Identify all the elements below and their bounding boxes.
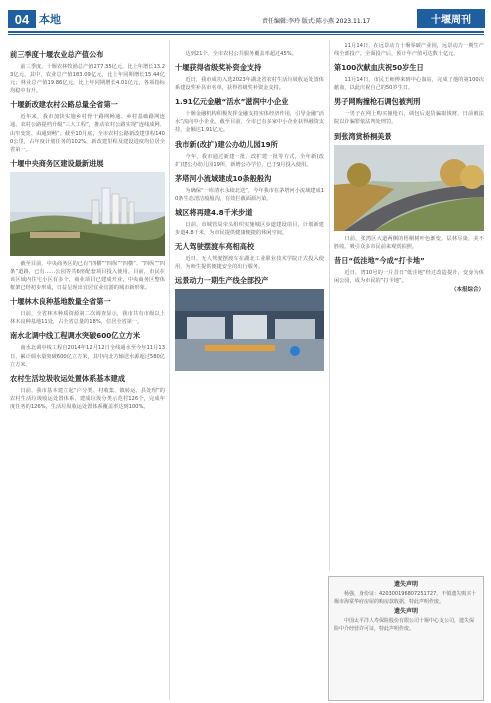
article-body: 达到21个。全市农村公共服务覆盖率超过45%。 (185, 51, 297, 57)
notice-title: 遗失声明 (393, 581, 418, 588)
article-title: 远景动力一期生产线全部投产 (175, 276, 269, 286)
column-1 (10, 50, 165, 700)
article-title: 十堰获得省级奖补资金支持 (175, 63, 262, 73)
article-body: 截至目前，中央商务区的已有“四横”“四纵”“四横”、“四纵”“四条”道路，已有……公园等共6座配套项目投入使用。目前，市民在该区域内住宅小区有多个，商业项目已建成开业，中央商务区整体框架已经初步形成，日益呈现出宜居宜业宜游的城市新形象。 (10, 260, 165, 292)
page-number: 04 (8, 10, 36, 28)
notice-title: 遗失声明 (393, 608, 418, 616)
notice-body: 杨强，身份证：420300196807251727，不慎遗失购买十堰市海棠华府房屋的购房款收据，特此声明作废。 (334, 591, 477, 605)
article-body: 近年来，我市加快实施乡村骨干路网畅通、乡村基础路网连通、农村公路提档升级“三大工程”，推动农村公路实现“连线成网、由窄变宽、由通到畅”。截至10月底，全市农村公路新改建里程1400公里，占年度计划任务的102%，新改建里程及建设进度均位居全省第一。 (10, 114, 165, 153)
article-title: 1.91亿元金融“活水”滋润中小企业 (175, 97, 289, 107)
section-name: 本地 (39, 14, 61, 26)
cbd-photo (10, 172, 165, 256)
editor-info: 责任编辑:李玲 版式:陈小燕 2023.11.17 (262, 18, 371, 25)
article-title: 第100次献血庆祝50岁生日 (334, 63, 424, 73)
article-title: 前三季度十堰农业总产值公布 (10, 50, 104, 59)
article-body: 日前，全省林木种质资源第二次调查显示，我市共有市级以上林木良种基地11处，占全省总量的18%，位居全省第一。 (10, 311, 165, 326)
article-title: 我市新(改扩)建公办幼儿园19所 (175, 139, 278, 149)
cbd-skyline-image (10, 172, 165, 256)
production-line-photo (175, 289, 324, 371)
article-body: 南水北调中线工程自2014年12月12日全线通水至今年11月13日，累计调水量突破600亿立方米，其中向北方输送水源超过580亿立方米。 (10, 345, 165, 368)
article-body: 为确保“一库清水永续北送”，今年我市在茅塔河小流域建成10条生态清洁般般沟，有效拦截面源污染。 (175, 187, 324, 202)
article-body: 日前，我市基本建立起“户分类、村收集、镇转运、县处理”的农村生活垃圾收运处置体系，建成垃圾分类示范村126个，完成年度任务的126%，生活垃圾收运处置体系覆盖率达到100%。 (10, 387, 165, 410)
article-body: 日前，张湾区大道两侧的梧桐树叶色渐变，层林尽染，美不胜收，吸引众多市民前来观赏拍照。 (334, 235, 484, 250)
article-title: 十堰林木良种基地数量全省第一 (10, 297, 111, 307)
article-title: 茅塔河小流域建成10条般般沟 (175, 173, 272, 183)
article-body: 前三季度，十堰农林牧渔总产值277.35亿元，比上年增长13.23亿元，其中，农业总产值183.09亿元，比上年同期增长15.44亿元；林业总产值19.86亿元，比上年同期增长4.01亿元，各项指标均稳中有升。 (10, 64, 165, 95)
article-body: 近日，无人驾驶摆渡车在湖北工业职业技术学院正式投入使用，为师生提供便捷安全的出行服务。 (175, 256, 324, 271)
article-body: 一男子在网上购买撞枪石，调包后退货骗取钱财，日前被法院以诈骗罪依法判处刑罚。 (334, 111, 484, 126)
page-header (0, 0, 491, 36)
header-rule (8, 31, 484, 33)
column-divider (169, 40, 170, 700)
source-note: （本报综合） (450, 286, 484, 293)
article-body: 11月14日，在远景动力十堰零碳产业园，远景动力一期生产线全部投产。全面投产后，预计年产值可达数十亿元。 (334, 43, 484, 58)
article-body: 近日，湾10号的一片昔日“低洼地”经过改造提升，变身为休闲公园，成为市民的“打卡地”。 (334, 269, 484, 284)
brand-logo: 十堰周刊 (417, 9, 485, 28)
article-title: 到张湾赏桥桐美景 (334, 131, 392, 141)
article-body: 11月14日，市民王师傅来到中心血站，完成了他的第100次献血，以此庆祝自己的50岁生日。 (334, 77, 484, 92)
article-title: 昔日“低洼地”今成“打卡地” (334, 255, 425, 265)
column-3 (334, 42, 484, 572)
article-title: 南水北调中线工程调水突破600亿立方米 (10, 331, 141, 341)
article-body: 今年，我市通过新建一批、改扩建一批等方式，全年新(改扩)建公办幼儿园19所，新增公办学位，已于9月投入使用。 (175, 153, 324, 168)
article-title: 十堰中央商务区建设最新进展 (10, 158, 104, 168)
article-title: 无人驾驶摆渡车亮相高校 (175, 242, 255, 252)
header-rule-thin (8, 34, 484, 35)
article-title: 城区将再建4.8千米步道 (175, 207, 253, 217)
article-body: 日前，市城管局牵头组织实施城区步道建设项目，计划新建步道4.8千米，为市民提供健康便捷的休闲空间。 (175, 221, 324, 237)
road-trees-image (334, 145, 484, 231)
notice-body: 中国太平洋人寿保险股份有限公司十堰中心支公司，遗失保险中介经营许可证，特此声明作废。 (334, 618, 475, 632)
lost-notice-box (328, 576, 484, 701)
article-body: 近日，我市成功入选2023年湖北省农村生活垃圾收运处置体系建设奖补县市名单，获得省级奖补资金支持。 (175, 77, 324, 92)
article-title: 男子网购撞枪石调包被判刑 (334, 97, 421, 107)
plane-trees-photo (334, 145, 484, 231)
column-2 (175, 50, 324, 700)
article-body: 十堰金融机构积极发挥金融支持实体经济作用，引导金融“活水”流向中小企业。截至目前，全市已有多家中小企业获得融资支持，金额达1.91亿元。 (175, 111, 324, 134)
column-divider (329, 40, 330, 570)
article-title: 农村生活垃圾收运处置体系基本建成 (10, 373, 126, 383)
article-title: 十堰新改建农村公路总量全省第一 (10, 100, 118, 110)
factory-image (175, 289, 324, 371)
